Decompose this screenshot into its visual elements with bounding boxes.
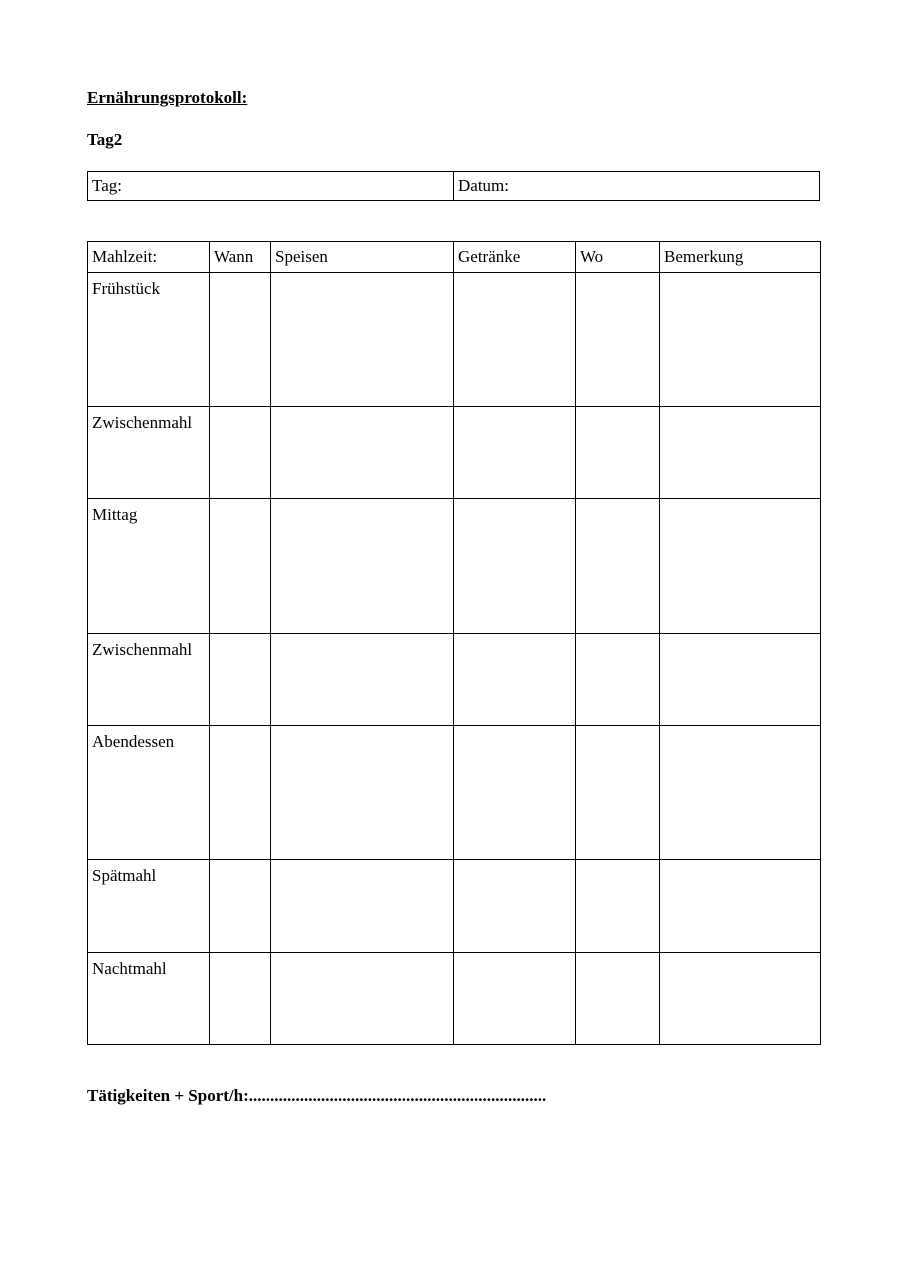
- table-row: [88, 499, 821, 634]
- meal-name-cell: Zwischenmahl: [88, 407, 210, 499]
- bemerkung-cell[interactable]: [660, 953, 821, 1045]
- bemerkung-cell[interactable]: [660, 407, 821, 499]
- speisen-cell[interactable]: [271, 860, 454, 953]
- datum-field[interactable]: Datum:: [454, 172, 820, 201]
- table-row: [88, 860, 821, 953]
- wo-cell[interactable]: [576, 860, 660, 953]
- wo-cell[interactable]: [576, 407, 660, 499]
- wann-cell[interactable]: [210, 953, 271, 1045]
- table-row: [88, 953, 821, 1045]
- wann-cell[interactable]: [210, 860, 271, 953]
- activities-sport-line: Tätigkeiten + Sport/h:......................................................................: [87, 1086, 547, 1105]
- speisen-cell[interactable]: [271, 634, 454, 726]
- wann-cell[interactable]: [210, 499, 271, 634]
- day-heading: Tag2: [87, 130, 123, 149]
- bemerkung-cell[interactable]: [660, 726, 821, 860]
- bemerkung-cell[interactable]: [660, 273, 821, 407]
- wo-cell[interactable]: [576, 273, 660, 407]
- bemerkung-cell[interactable]: [660, 860, 821, 953]
- getraenke-cell[interactable]: [454, 273, 576, 407]
- wo-cell[interactable]: [576, 499, 660, 634]
- header-wo: Wo: [576, 242, 660, 273]
- meal-name-cell: Abendessen: [88, 726, 210, 860]
- bemerkung-cell[interactable]: [660, 634, 821, 726]
- header-wann: Wann: [210, 242, 271, 273]
- header-mahlzeit: Mahlzeit:: [88, 242, 210, 273]
- meal-log-table: [87, 241, 821, 1045]
- speisen-cell[interactable]: [271, 726, 454, 860]
- wo-cell[interactable]: [576, 726, 660, 860]
- getraenke-cell[interactable]: [454, 860, 576, 953]
- meal-name-cell: Frühstück: [88, 273, 210, 407]
- table-row: [88, 726, 821, 860]
- day-info-row: [88, 172, 820, 201]
- getraenke-cell[interactable]: [454, 634, 576, 726]
- wann-cell[interactable]: [210, 407, 271, 499]
- speisen-cell[interactable]: [271, 273, 454, 407]
- meal-name-cell: Zwischenmahl: [88, 634, 210, 726]
- wann-cell[interactable]: [210, 726, 271, 860]
- tag-field[interactable]: Tag:: [88, 172, 454, 201]
- speisen-cell[interactable]: [271, 499, 454, 634]
- table-header-row: [88, 242, 821, 273]
- meal-name-cell: Spätmahl: [88, 860, 210, 953]
- table-row: [88, 273, 821, 407]
- header-bemerkung: Bemerkung: [660, 242, 821, 273]
- meal-name-cell: Mittag: [88, 499, 210, 634]
- bemerkung-cell[interactable]: [660, 499, 821, 634]
- getraenke-cell[interactable]: [454, 953, 576, 1045]
- header-getraenke: Getränke: [454, 242, 576, 273]
- getraenke-cell[interactable]: [454, 726, 576, 860]
- wann-cell[interactable]: [210, 634, 271, 726]
- table-row: [88, 407, 821, 499]
- table-row: [88, 634, 821, 726]
- getraenke-cell[interactable]: [454, 499, 576, 634]
- day-info-table: [87, 171, 820, 201]
- wo-cell[interactable]: [576, 634, 660, 726]
- getraenke-cell[interactable]: [454, 407, 576, 499]
- meal-name-cell: Nachtmahl: [88, 953, 210, 1045]
- document-title: Ernährungsprotokoll:: [87, 88, 248, 107]
- wann-cell[interactable]: [210, 273, 271, 407]
- wo-cell[interactable]: [576, 953, 660, 1045]
- speisen-cell[interactable]: [271, 953, 454, 1045]
- header-speisen: Speisen: [271, 242, 454, 273]
- speisen-cell[interactable]: [271, 407, 454, 499]
